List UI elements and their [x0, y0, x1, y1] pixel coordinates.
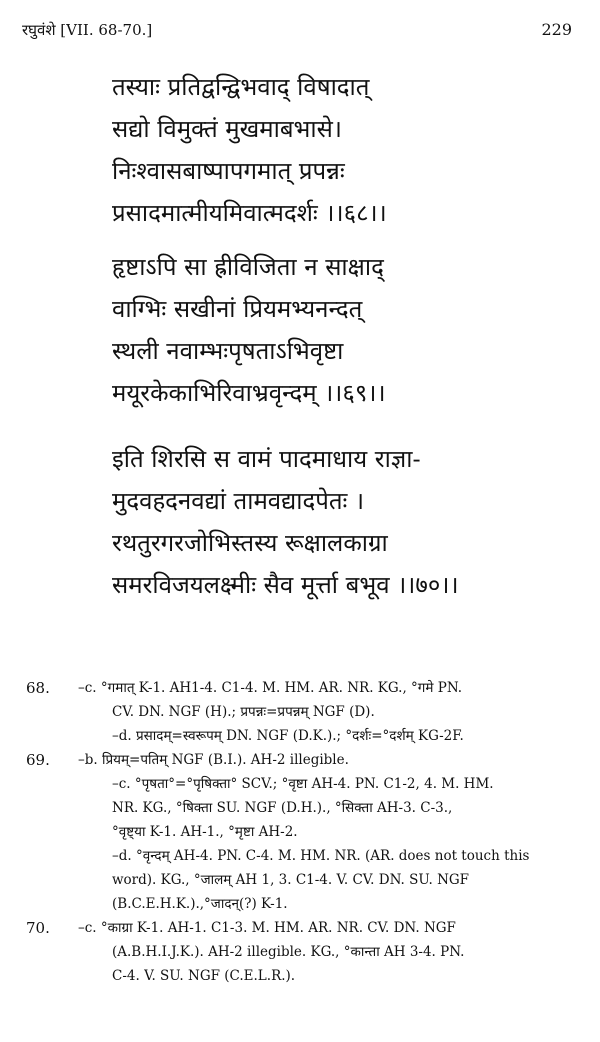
verse-line: इति शिरसि स वामं पादमाधाय राज्ञा- [112, 445, 421, 473]
apparatus-line [0, 964, 600, 988]
note-text: NR. KG., °षिक्ता SU. NGF (D.H.)., °सिक्ता AH-3. C-3., [112, 800, 453, 816]
verse-line: स्थली नवाम्भःपृषताऽभिवृष्टा [112, 337, 344, 365]
verse-69 [112, 246, 582, 414]
critical-apparatus [0, 676, 600, 988]
note-number: 68. [26, 679, 50, 697]
apparatus-line [0, 820, 600, 844]
note-text: word). KG., °जालम् AH 1, 3. C1-4. V. CV. DN. SU. NGF [112, 872, 470, 888]
verse-block [112, 66, 582, 606]
apparatus-line [0, 772, 600, 796]
apparatus-line [0, 748, 600, 772]
note-text: (B.C.E.H.K.).,°जादन्(?) K-1. [112, 896, 288, 912]
note-text: –b. प्रियम्=पतिम् NGF (B.I.). AH-2 illegible. [78, 752, 349, 768]
apparatus-line [0, 700, 600, 724]
apparatus-line [0, 844, 600, 868]
note-text: °वृष्ट्या K-1. AH-1., °मृष्टा AH-2. [112, 824, 298, 840]
note-text: –c. °पृषता°=°पृषिक्ता° SCV.; °वृष्टा AH-4. PN. C1-2, 4. M. HM. [112, 776, 494, 792]
running-title: रघुवंशे [VII. 68-70.] [22, 21, 153, 39]
verse-line: तस्याः प्रतिद्वन्द्विभवाद् विषादात् [112, 73, 370, 101]
verse-68 [112, 66, 582, 234]
apparatus-line [0, 892, 600, 916]
verse-line: समरविजयलक्ष्मीः सैव मूर्त्ता बभूव ।।७०।। [112, 571, 459, 599]
apparatus-line [0, 676, 600, 700]
page-number: 229 [541, 20, 572, 39]
apparatus-line [0, 868, 600, 892]
verse-line: मयूरकेकाभिरिवाभ्रवृन्दम् ।।६९।। [112, 379, 386, 407]
verse-line: वाग्भिः सखीनां प्रियमभ्यनन्दत् [112, 295, 363, 323]
note-number: 70. [26, 919, 50, 937]
note-text: CV. DN. NGF (H).; प्रपन्नः=प्रपन्नम् NGF (D). [112, 704, 375, 720]
note-text: C-4. V. SU. NGF (C.E.L.R.). [112, 968, 296, 984]
note-number: 69. [26, 751, 50, 769]
note-text: –d. °वृन्दम् AH-4. PN. C-4. M. HM. NR. (AR. does not touch this [112, 848, 530, 864]
note-text: (A.B.H.I.J.K.). AH-2 illegible. KG., °कान्ता AH 3-4. PN. [112, 944, 465, 960]
note-text: –c. °काग्रा K-1. AH-1. C1-3. M. HM. AR. NR. CV. DN. NGF [78, 920, 456, 936]
verse-line: रथतुरगरजोभिस्तस्य रूक्षालकाग्रा [112, 529, 388, 557]
verse-line: हृष्टाऽपि सा ह्रीविजिता न साक्षाद् [112, 253, 384, 281]
verse-line: प्रसादमात्मीयमिवात्मदर्शः ।।६८।। [112, 199, 387, 227]
apparatus-line [0, 940, 600, 964]
verse-70 [112, 438, 582, 606]
verse-line: निःश्वासबाष्पापगमात् प्रपन्नः [112, 157, 345, 185]
apparatus-line [0, 724, 600, 748]
note-text: –d. प्रसादम्=स्वरूपम् DN. NGF (D.K.).; °दर्शः=°दर्शम् KG-2F. [112, 728, 464, 744]
apparatus-line [0, 796, 600, 820]
verse-line: मुदवहदनवद्यां तामवद्यादपेतः । [112, 487, 365, 515]
page-header [22, 20, 572, 44]
apparatus-line [0, 916, 600, 940]
verse-line: सद्यो विमुक्तं मुखमाबभासे। [112, 115, 342, 143]
note-text: –c. °गमात् K-1. AH1-4. C1-4. M. HM. AR. NR. KG., °गमे PN. [78, 680, 463, 696]
